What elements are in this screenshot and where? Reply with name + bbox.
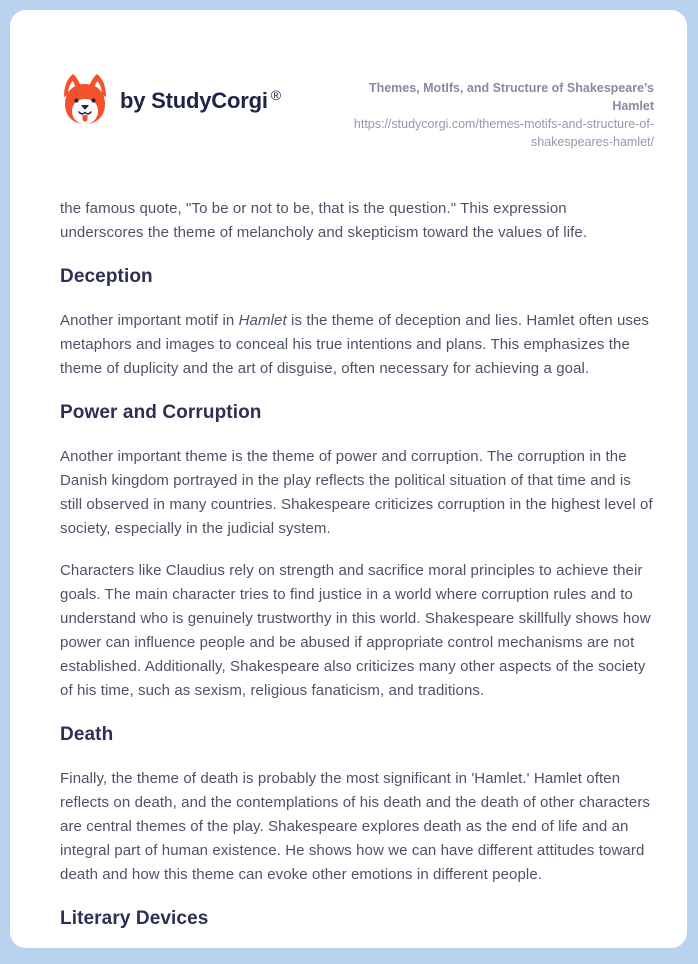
paragraph: Another important motif in Hamlet is the theme of deception and lies. Hamlet often uses metaphors and images to conceal his true intentions and plans. This emphasizes the theme of duplicity and the art of disguise, often necessary for achieving a goal. — [60, 312, 650, 377]
paragraph: Finally, the theme of death is probably the most significant in 'Hamlet.' Hamlet often reflects on death, and the contemplations of his death and the death of other characters are central themes of the play. Shakespeare explores death as the end of life and an integral part of human existence. He shows how we can have different attitudes toward death and how this theme can evoke other emotions in different people. — [60, 770, 651, 883]
document-source-url: https://studycorgi.com/themes-motifs-and-structure-of-shakespeares-hamlet/ — [353, 117, 654, 149]
brand-name: by StudyCorgi ® — [120, 87, 281, 113]
studycorgi-corgi-logo-icon — [60, 72, 110, 130]
section-heading: Death — [60, 724, 114, 745]
paragraph: the famous quote, "To be or not to be, that is the question." This expression underscores the theme of melancholy and skepticism toward the values of life. — [60, 200, 588, 241]
document-card — [10, 10, 687, 948]
paragraph: Another important theme is the theme of power and corruption. The corruption in the Danish kingdom portrayed in the play reflects the political situation of that time and is still observed in many countries. Shakespeare criticizes corruption in the highest level of society, especially in the judicial system. — [60, 448, 653, 537]
section-heading: Literary Devices — [60, 908, 209, 929]
registered-trademark-mark: ® — [270, 87, 281, 103]
article-body — [60, 197, 654, 932]
document-header — [60, 72, 654, 151]
paragraph: Characters like Claudius rely on strength and sacrifice moral principles to achieve their goals. The main character tries to find justice in a world where corruption rules and to understand who is genuinely trustworthy in this world. Shakespeare skillfully shows how power can influence people and be abused if appropriate control mechanisms are not established. Additionally, Shakespeare also criticizes many other aspects of the society of his time, such as sexism, religious fanaticism, and traditions. — [60, 562, 651, 699]
document-meta — [332, 72, 654, 151]
brand-lockup — [60, 72, 281, 130]
section-heading: Deception — [60, 266, 153, 287]
document-title: Themes, MotIfs, and Structure of Shakespeare’s Hamlet — [368, 81, 654, 113]
section-heading: Power and Corruption — [60, 402, 262, 423]
